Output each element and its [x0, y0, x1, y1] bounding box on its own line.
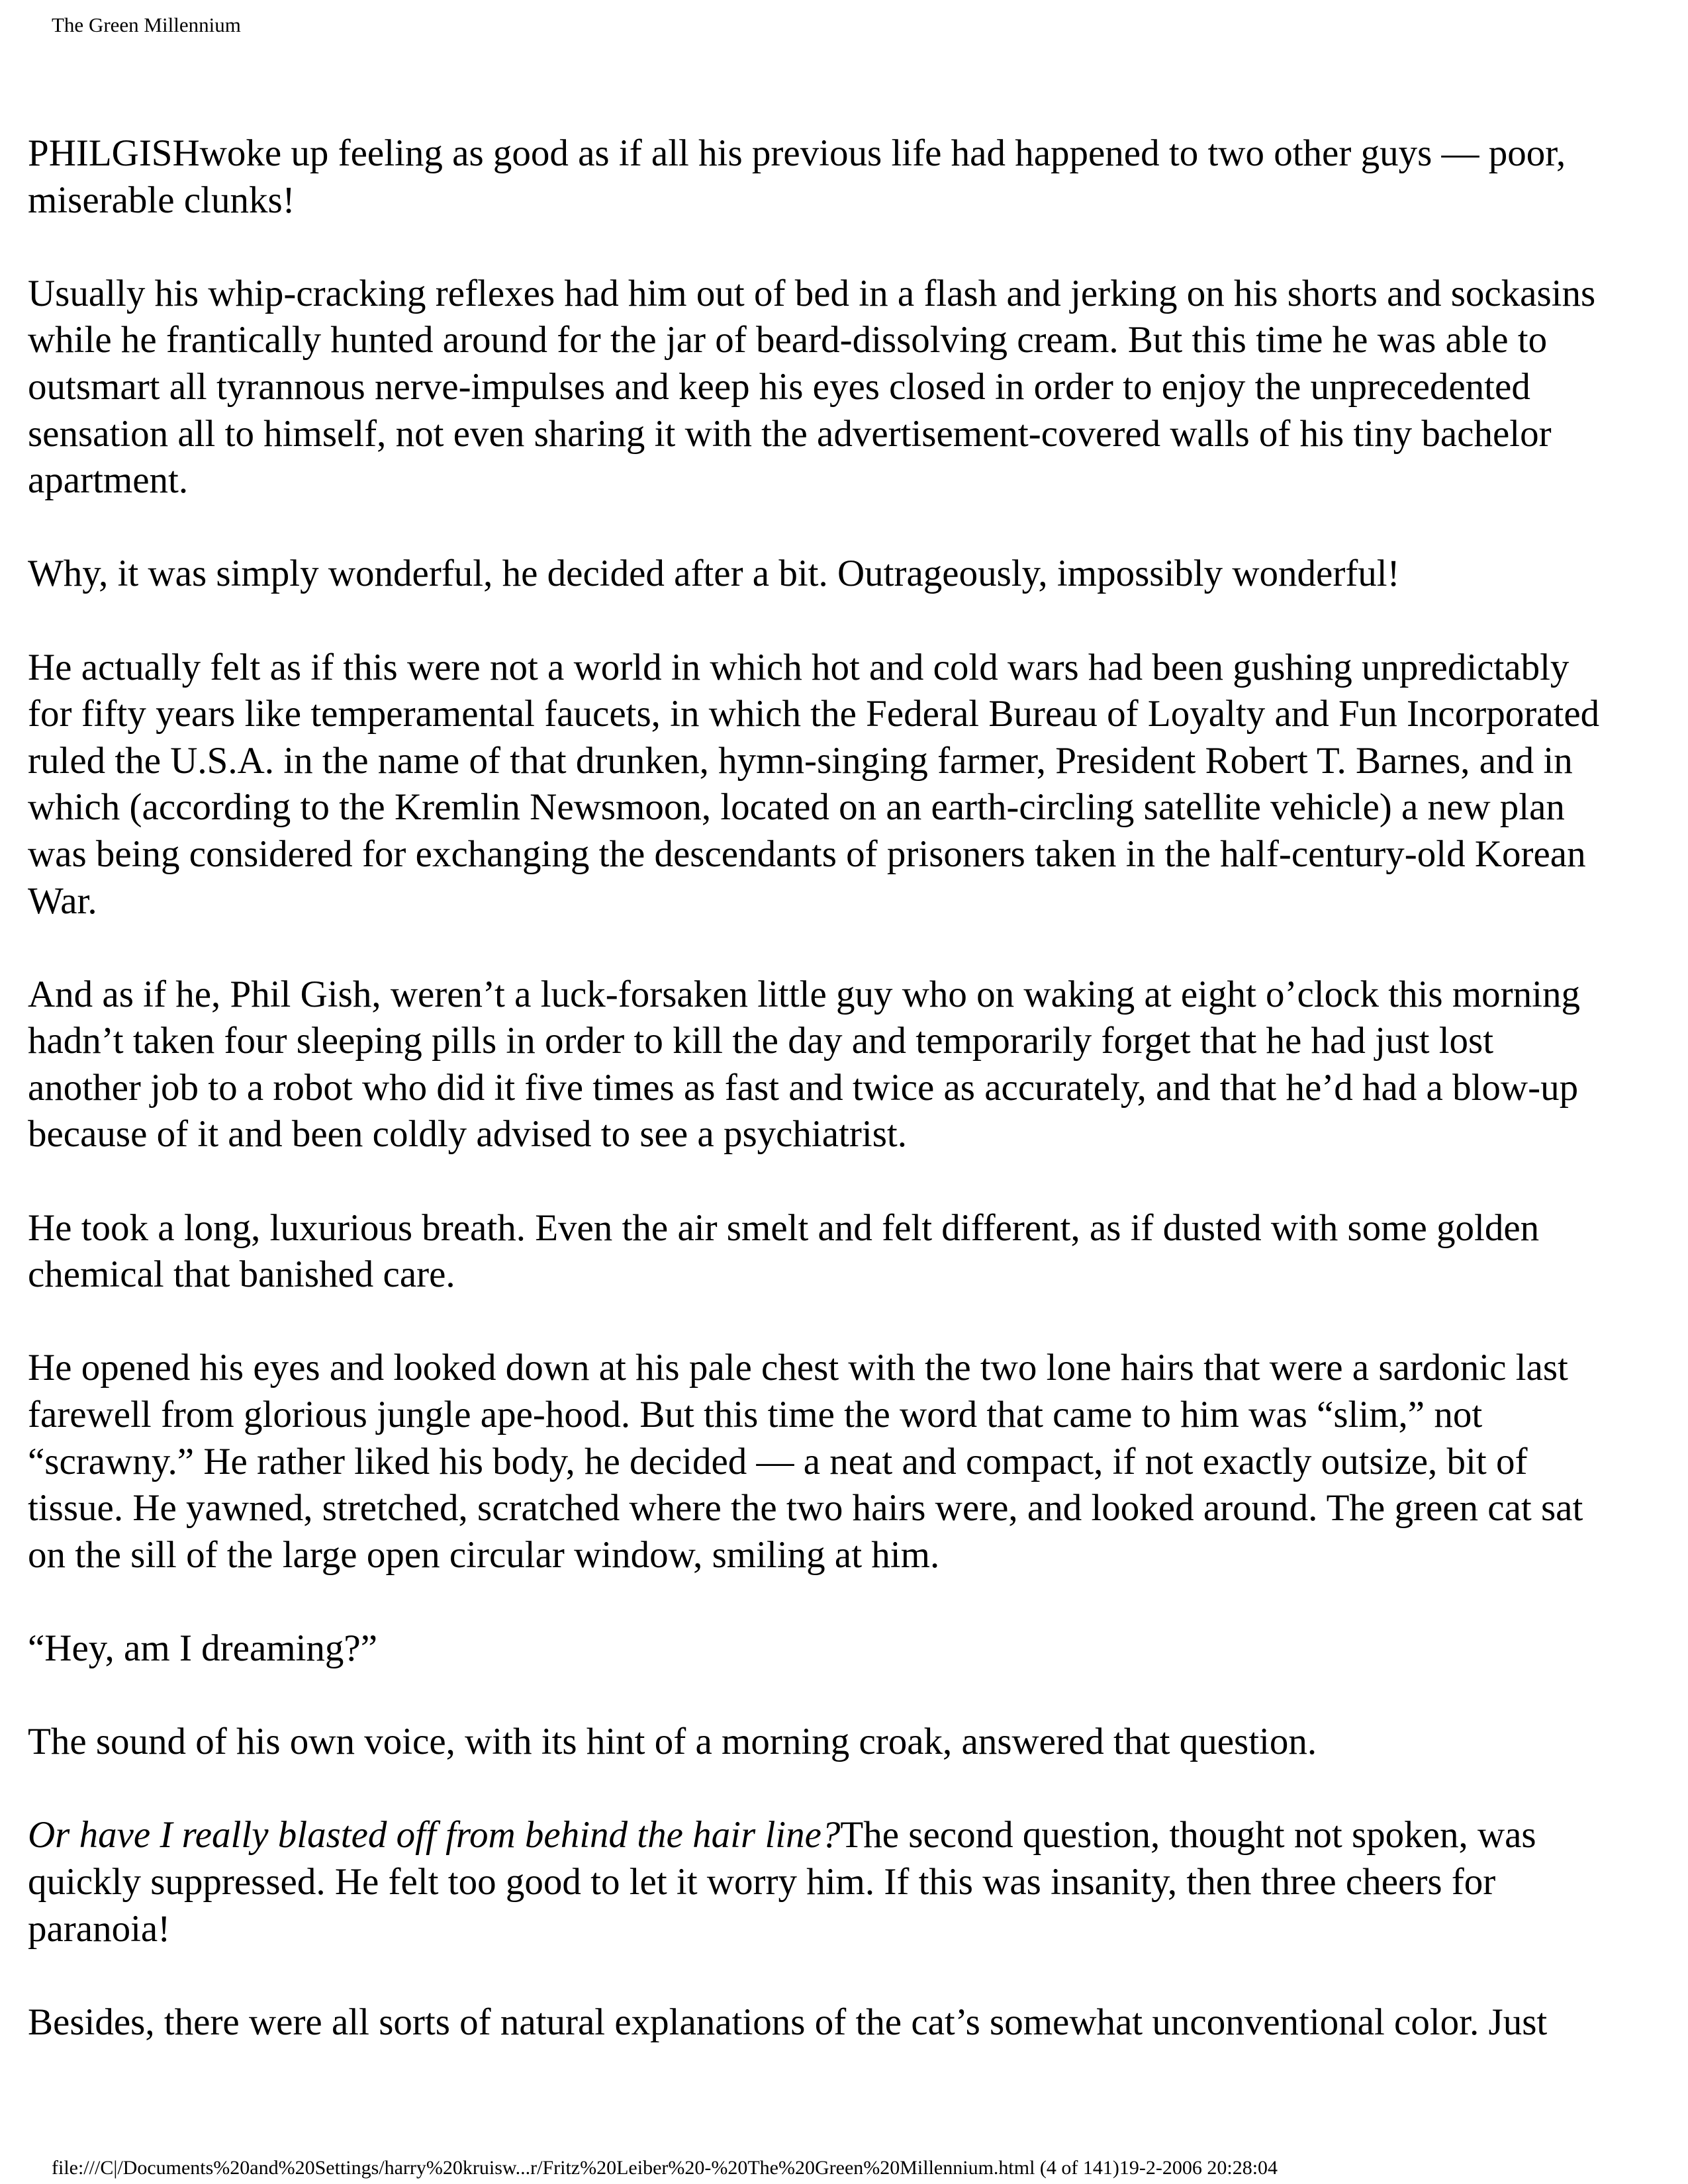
paragraph	[28, 1719, 1669, 1766]
text-line: hadn’t taken four sleeping pills in order to kill the day and temporarily forget that he had just lost	[28, 1020, 1494, 1062]
paragraph	[28, 130, 1669, 224]
paragraph	[28, 271, 1669, 504]
text-line: He opened his eyes and looked down at his pale chest with the two lone hairs that were a sardonic last	[28, 1347, 1568, 1389]
paragraph	[28, 1625, 1669, 1672]
text-line: while he frantically hunted around for the jar of beard-dissolving cream. But this time he was able to	[28, 319, 1548, 361]
italic-thought: Or have I really blasted off from behind the hair line?	[28, 1814, 841, 1856]
paragraph	[28, 972, 1669, 1158]
paragraph	[28, 1345, 1669, 1578]
text-segment: The second question, thought not spoken, was	[840, 1814, 1536, 1856]
text-line: Usually his whip-cracking reflexes had him out of bed in a flash and jerking on his shorts and sockasins	[28, 272, 1596, 314]
page-footer-path: file:///C|/Documents%20and%20Settings/harry%20kruisw...r/Fritz%20Leiber%20-%20The%20Green%20Millennium.html (4 of 141)19-2-2006 20:28:04	[52, 2157, 1278, 2179]
text-line: paranoia!	[28, 1907, 171, 1950]
text-line: apartment.	[28, 459, 189, 502]
text-line: Why, it was simply wonderful, he decided after a bit. Outrageously, impossibly wonderful!	[28, 553, 1400, 595]
text-line: on the sill of the large open circular window, smiling at him.	[28, 1533, 940, 1576]
text-line: farewell from glorious jungle ape-hood. But this time the word that came to him was “slim,” not	[28, 1394, 1483, 1436]
document-body	[28, 130, 1669, 2093]
text-line: And as if he, Phil Gish, weren’t a luck-forsaken little guy who on waking at eight o’clock this morning	[28, 973, 1580, 1015]
paragraph	[28, 645, 1669, 925]
text-line: The sound of his own voice, with its hint of a morning croak, answered that question.	[28, 1721, 1317, 1763]
text-line	[28, 1812, 1669, 1859]
paragraph	[28, 1205, 1669, 1298]
paragraph	[28, 551, 1669, 598]
paragraph-last	[28, 1999, 1669, 2046]
text-line: He actually felt as if this were not a world in which hot and cold wars had been gushing unpredictably	[28, 646, 1570, 688]
text-line: miserable clunks!	[28, 179, 295, 221]
text-line: War.	[28, 880, 97, 922]
text-line: outsmart all tyrannous nerve-impulses and keep his eyes closed in order to enjoy the unprecedented	[28, 365, 1530, 408]
text-line: which (according to the Kremlin Newsmoon, located on an earth-circling satellite vehicle) a new plan	[28, 786, 1565, 829]
text-line: because of it and been coldly advised to see a psychiatrist.	[28, 1113, 907, 1156]
text-line: tissue. He yawned, stretched, scratched where the two hairs were, and looked around. The green cat sat	[28, 1487, 1583, 1529]
page-header-title: The Green Millennium	[52, 13, 241, 36]
text-line: ruled the U.S.A. in the name of that drunken, hymn-singing farmer, President Robert T. Barnes, and in	[28, 739, 1573, 782]
text-line: was being considered for exchanging the descendants of prisoners taken in the half-century-old Korean	[28, 833, 1586, 875]
text-line: “Hey, am I dreaming?”	[28, 1627, 378, 1669]
text-line: He took a long, luxurious breath. Even the air smelt and felt different, as if dusted with some golden	[28, 1206, 1540, 1249]
text-line: PHILGISHwoke up feeling as good as if all his previous life had happened to two other guys — poor,	[28, 132, 1566, 174]
paragraph-italic-question	[28, 1812, 1669, 1952]
text-line: chemical that banished care.	[28, 1253, 455, 1296]
text-line: for fifty years like temperamental faucets, in which the Federal Bureau of Loyalty and Fun Incorporated	[28, 693, 1600, 735]
text-line: Besides, there were all sorts of natural explanations of the cat’s somewhat unconventional color. Just	[28, 2001, 1548, 2043]
text-line: sensation all to himself, not even sharing it with the advertisement-covered walls of his tiny bachelor	[28, 412, 1552, 455]
text-line: quickly suppressed. He felt too good to let it worry him. If this was insanity, then three cheers for	[28, 1860, 1496, 1903]
text-line: “scrawny.” He rather liked his body, he decided — a neat and compact, if not exactly outsize, bit of	[28, 1440, 1528, 1482]
text-line: another job to a robot who did it five times as fast and twice as accurately, and that he’d had a blow-up	[28, 1066, 1579, 1109]
